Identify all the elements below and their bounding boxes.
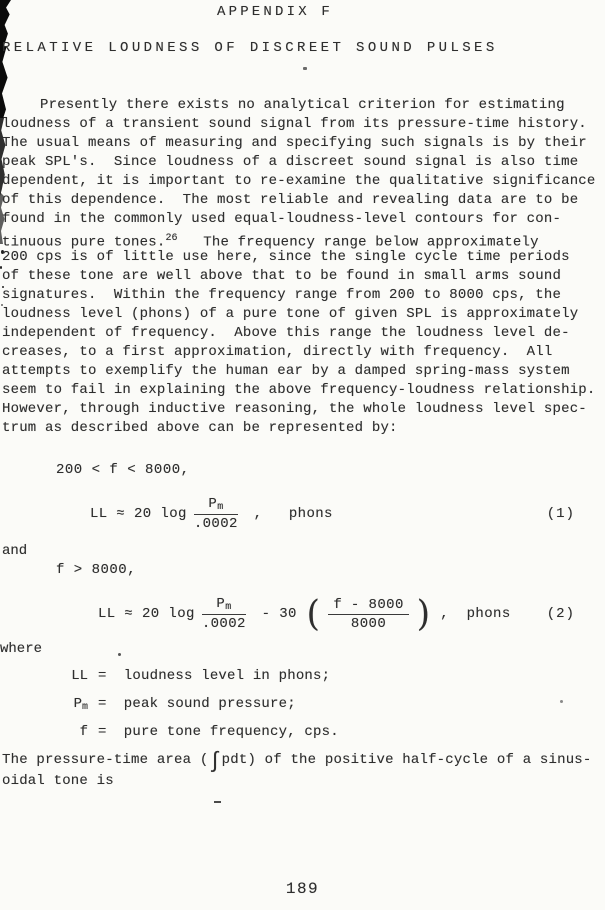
paragraph-line: However, through inductive reasoning, the whole loudness level spec-: [2, 401, 587, 417]
equation-mid-term: - 30: [252, 606, 306, 622]
footnote-ref: 26: [165, 233, 178, 244]
paragraph-line: attempts to exemplify the human ear by a damped spring-mass system: [2, 363, 570, 379]
page-title: APPENDIX F: [217, 4, 334, 20]
fraction: [194, 496, 238, 532]
definition-symbol: [56, 666, 88, 694]
subscript-m: m: [217, 502, 224, 513]
definition-symbol: [56, 722, 88, 750]
definition-row: [56, 666, 339, 694]
symbol-subscript: m: [81, 702, 88, 713]
fraction-denominator: 8000: [350, 615, 387, 632]
scan-speck: [560, 700, 563, 703]
fraction-numerator: [202, 596, 246, 615]
paragraph-line: signatures. Within the frequency range from 200 to 8000 cps, the: [2, 287, 562, 303]
and-label: and: [2, 543, 28, 559]
equation-lhs: LL ≈ 20 log: [98, 606, 195, 622]
paragraph-line-with-footnote: [2, 229, 603, 251]
closing-paragraph: [2, 750, 603, 792]
paragraph-line: The usual means of measuring and specifying such signals is by their: [2, 135, 587, 151]
paragraph-line: found in the commonly used equal-loudness-level contours for con-: [2, 211, 562, 227]
paragraph-line: dependent, it is important to re-examine the qualitative significance: [2, 173, 596, 189]
fraction: [202, 596, 246, 632]
fraction: [328, 597, 408, 632]
definition-text: = loudness level in phons;: [98, 668, 331, 684]
symbol-text: P: [73, 696, 82, 712]
equation-tail: , phons: [431, 606, 511, 622]
paragraph-line: creases, to a first approximation, directly with frequency. All: [2, 344, 553, 360]
equation-condition-2: f > 8000,: [56, 562, 137, 578]
equation-number-1: (1): [546, 506, 575, 522]
scan-dash-mark: [214, 801, 221, 803]
paragraph-line: independent of frequency. Above this range the loudness level de-: [2, 325, 570, 341]
page-number: 189: [285, 880, 320, 898]
fraction-denominator: .0002: [193, 516, 238, 532]
definition-text: = pure tone frequency, cps.: [98, 724, 339, 740]
definition-symbol: [56, 694, 88, 722]
paragraph-line: of these tone are well above that to be found in small arms sound: [2, 268, 562, 284]
definition-row: [56, 722, 339, 750]
pressure-symbol: P: [216, 596, 226, 612]
equation-condition-1: 200 < f < 8000,: [56, 462, 190, 478]
paragraph-line: Presently there exists no analytical criterion for estimating: [40, 97, 565, 113]
equation-2: [98, 592, 597, 636]
fraction-numerator: f - 8000: [328, 597, 408, 615]
close-paren: ): [416, 593, 431, 635]
scan-speck: [118, 653, 121, 656]
paragraph-text: The frequency range below approximately: [177, 234, 539, 251]
definition-row: [56, 694, 339, 722]
equation-number-2: (2): [546, 606, 575, 622]
paragraph-line: loudness of a transient sound signal from its pressure-time history.: [2, 116, 587, 132]
paragraph-line: seem to fail in explaining the above frequency-loudness relationship.: [2, 382, 596, 398]
pressure-symbol: P: [208, 496, 218, 512]
paragraph-line: 200 cps is of little use here, since the single cycle time periods: [2, 249, 570, 265]
subscript-m: m: [225, 602, 232, 613]
paragraph-text: pdt) of the positive half-cycle of a sinus-: [221, 752, 592, 768]
equation-tail: , phons: [244, 506, 333, 522]
paragraph-text: The pressure-time area (: [2, 752, 209, 768]
body-paragraph: [2, 96, 603, 438]
paragraph-line: trum as described above can be represented by:: [2, 420, 398, 436]
paragraph-line: oidal tone is: [2, 773, 114, 789]
scan-speck: [303, 67, 307, 70]
integral-symbol: ∫: [208, 749, 222, 774]
paragraph-line: peak SPL's. Since loudness of a discreet sound signal is also time: [2, 154, 579, 170]
symbol-text: LL: [71, 668, 88, 684]
definition-text: = peak sound pressure;: [98, 696, 296, 712]
fraction-denominator: .0002: [201, 616, 246, 632]
paragraph-line: of this dependence. The most reliable and revealing data are to be: [2, 192, 579, 208]
symbol-text: f: [79, 724, 88, 740]
fraction-numerator: [194, 496, 238, 515]
paragraph-line: [2, 749, 603, 774]
equation-1: [90, 494, 597, 534]
paragraph-text: tinuous pure tones.: [2, 234, 166, 251]
symbol-definitions: [56, 666, 339, 750]
where-label: where: [0, 641, 43, 657]
section-heading: RELATIVE LOUDNESS OF DISCREET SOUND PULSES: [2, 40, 498, 56]
paragraph-line: loudness level (phons) of a pure tone of given SPL is approximately: [2, 306, 579, 322]
open-paren: (: [306, 593, 321, 635]
equation-lhs: LL ≈ 20 log: [90, 506, 187, 522]
